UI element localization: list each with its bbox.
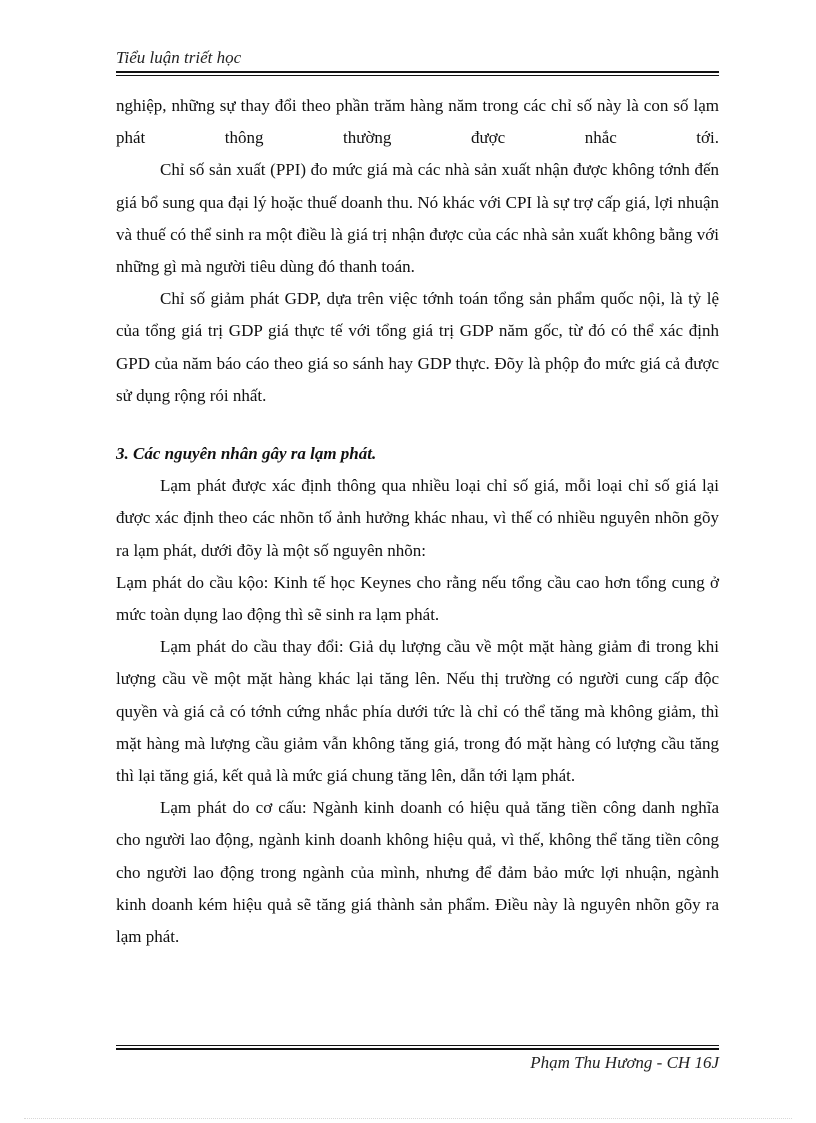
footer-rule-thick: [116, 1048, 719, 1050]
paragraph-demand-shift: Lạm phát do cầu thay đổi: Giả dụ lượng cầu về một mặt hàng giảm đi trong khi lượng cầu về một mặt hàng khác lại tăng lên. Nếu thị trường có người cung cấp độc quyền và giá cả có tớnh cứng nhắc phía dưới tức là chỉ có thể tăng mà không giảm, thì mặt hàng mà lượng cầu giảm vẫn không tăng giá, trong đó mặt hàng có lượng cầu tăng thì lại tăng giá, kết quả là mức giá chung tăng lên, dẫn tới lạm phát.: [116, 637, 719, 786]
footer-rule-thin: [116, 1045, 719, 1046]
footer-author: Phạm Thu Hương - CH 16J: [530, 1053, 719, 1072]
page-bottom-border: [24, 1118, 792, 1119]
header-title: Tiểu luận triết học: [116, 48, 242, 67]
paragraph-causes-intro: Lạm phát được xác định thông qua nhiều loại chỉ số giá, mỗi loại chỉ số giá lại được xác định theo các nhõn tố ảnh hưởng khác nhau, vì thế có nhiều nguyên nhõn gõy ra lạm phát, dưới đõy là một số nguyên nhõn:: [116, 476, 719, 560]
paragraph-continuation: nghiệp, những sự thay đổi theo phần trăm hàng năm trong các chỉ số này là con số lạm phát thông thường được nhắc tới.: [116, 96, 719, 148]
paragraph-demand-pull: Lạm phát do cầu kộo: Kinh tế học Keynes cho rằng nếu tổng cầu cao hơn tổng cung ở mức toàn dụng lao động thì sẽ sinh ra lạm phát.: [116, 572, 719, 625]
document-body: [116, 90, 719, 953]
header-rule-thin: [116, 75, 719, 76]
paragraph-gdp-deflator: Chỉ số giảm phát GDP, dựa trên việc tớnh toán tổng sản phẩm quốc nội, là tỷ lệ của tổng giá trị GDP giá thực tế với tổng giá trị GDP năm gốc, từ đó có thể xác định GPD của năm báo cáo theo giá so sánh hay GDP thực. Đõy là phộp đo mức giá cả được sử dụng rộng rói nhất.: [116, 289, 719, 405]
section-heading: 3. Các nguyên nhân gây ra lạm phát.: [116, 444, 377, 464]
paragraph-ppi: Chỉ số sản xuất (PPI) đo mức giá mà các nhà sản xuất nhận được không tớnh đến giá bổ sung qua đại lý hoặc thuế doanh thu. Nó khác với CPI là sự trợ cấp giá, lợi nhuận và thuế có thể sinh ra một điều là giá trị nhận được của các nhà sản xuất không bằng với những gì mà người tiêu dùng đó thanh toán.: [116, 160, 719, 277]
paragraph-structural: Lạm phát do cơ cấu: Ngành kinh doanh có hiệu quả tăng tiền công danh nghĩa cho người lao động, ngành kinh doanh không hiệu quả, vì thế, không thể tăng tiền công cho người lao động trong ngành của mình, nhưng để đảm bảo mức lợi nhuận, ngành kinh doanh kém hiệu quả sẽ tăng giá thành sản phẩm. Điều này là nguyên nhõn gõy ra lạm phát.: [116, 798, 719, 947]
header-rule-thick: [116, 71, 719, 73]
